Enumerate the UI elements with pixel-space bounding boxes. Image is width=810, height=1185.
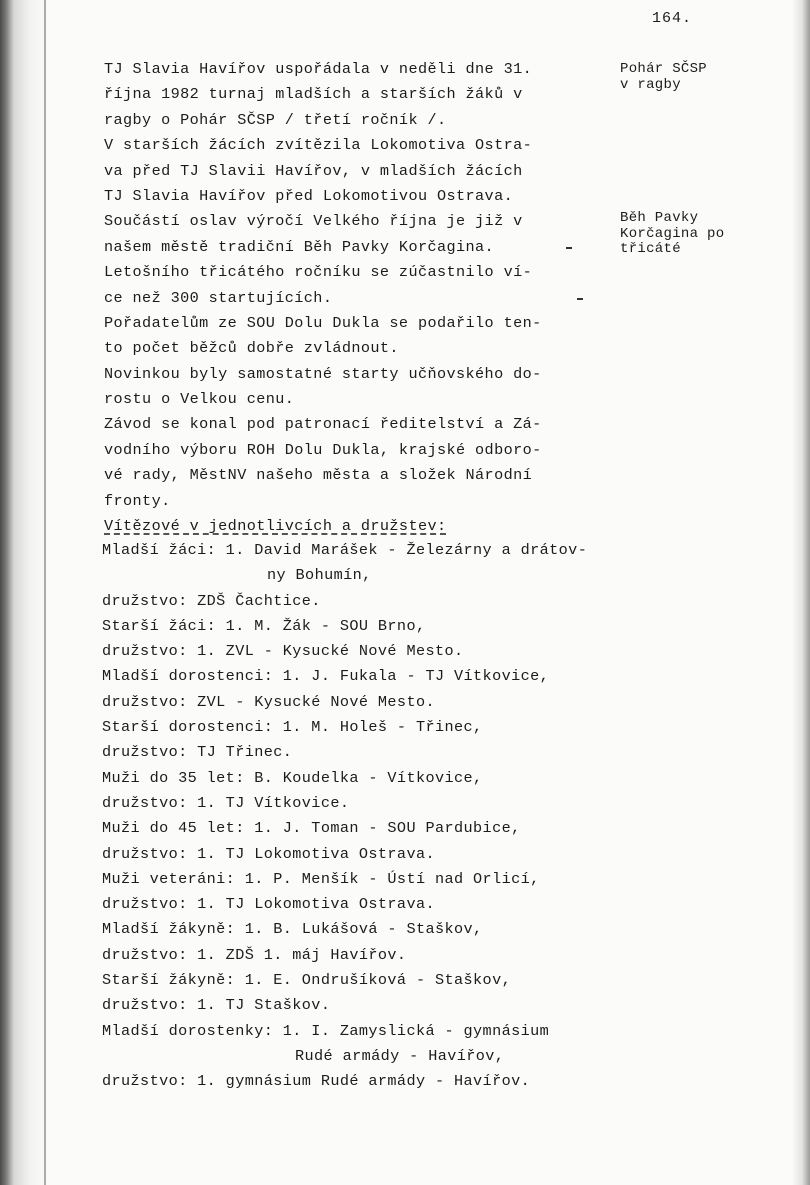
winner-line: družstvo: ZDŠ Čachtice. — [102, 591, 321, 610]
winner-line: ny Bohumín, — [267, 566, 372, 585]
winner-line: družstvo: ZVL - Kysucké Nové Mesto. — [102, 692, 435, 711]
winner-line: družstvo: 1. TJ Vítkovice. — [102, 793, 350, 812]
winner-line: Muži do 35 let: B. Koudelka - Vítkovice, — [102, 768, 483, 787]
paragraph-line: TJ Slavia Havířov před Lokomotivou Ostrava. — [104, 186, 514, 205]
winner-line: družstvo: 1. ZDŠ 1. máj Havířov. — [102, 945, 407, 964]
winner-line: družstvo: 1. gymnásium Rudé armády - Havířov. — [102, 1072, 531, 1091]
paragraph-line: vodního výboru ROH Dolu Dukla, krajské odboro- — [104, 440, 542, 459]
winner-line: družstvo: TJ Třinec. — [102, 743, 293, 762]
margin-note-run: Běh Pavky Korčagina po třicáté — [620, 210, 725, 257]
paragraph-line: Novinkou byly samostatné starty učňovského do- — [104, 364, 542, 383]
paragraph-line: vé rady, MěstNV našeho města a složek Národní — [104, 466, 533, 485]
paragraph-line: našem městě tradiční Běh Pavky Korčagina. — [104, 237, 495, 256]
paragraph-line: ragby o Pohár SČSP / třetí ročník /. — [104, 110, 447, 129]
winner-line: Muži do 45 let: 1. J. Toman - SOU Pardubice, — [102, 819, 521, 838]
paragraph-line: října 1982 turnaj mladších a starších žáků v — [104, 85, 523, 104]
paragraph-line: rostu o Velkou cenu. — [104, 390, 295, 409]
paragraph-line: fronty. — [104, 491, 171, 510]
winner-line: družstvo: 1. TJ Lokomotiva Ostrava. — [102, 895, 435, 914]
paragraph-line: TJ Slavia Havířov uspořádala v neděli dne 31. — [104, 60, 533, 78]
page-number: 164. — [652, 10, 693, 27]
winner-line: družstvo: 1. TJ Staškov. — [102, 996, 331, 1015]
winner-line: Mladší dorostenky: 1. I. Zamyslická - gymnásium — [102, 1021, 550, 1040]
winner-line: Muži veteráni: 1. P. Menšík - Ústí nad Orlicí, — [102, 869, 540, 888]
paragraph-line: Letošního třicátého ročníku se zúčastnilo ví- — [104, 263, 533, 282]
page-right-edge — [792, 0, 810, 1185]
winners-heading: Vítězové v jednotlivcích a družstev: — [104, 517, 447, 536]
paragraph-line: to počet běžců dobře zvládnout. — [104, 339, 399, 358]
paragraph-line: V starších žácích zvítězila Lokomotiva Ostra- — [104, 136, 533, 155]
stray-mark — [577, 298, 583, 300]
paragraph-line: Součástí oslav výročí Velkého října je již v — [104, 212, 523, 231]
paragraph-line: Závod se konal pod patronací ředitelství a Zá- — [104, 415, 542, 434]
paragraph-line: va před TJ Slavii Havířov, v mladších žácích — [104, 161, 523, 180]
margin-note-rugby: Pohár SČSP v ragby — [620, 61, 708, 93]
winner-line: Starší žáci: 1. M. Žák - SOU Brno, — [102, 616, 426, 635]
winner-line: Mladší žáci: 1. David Marášek - Železárny a drátov- — [102, 541, 588, 559]
binding-line — [44, 0, 46, 1185]
paragraph-line: ce než 300 startujících. — [104, 288, 333, 307]
winner-line: Mladší žákyně: 1. B. Lukášová - Staškov, — [102, 920, 483, 939]
winner-line: Mladší dorostenci: 1. J. Fukala - TJ Vítkovice, — [102, 667, 550, 686]
stray-mark — [566, 247, 572, 249]
winners-list — [102, 538, 662, 1095]
binding-edge — [0, 0, 48, 1185]
winner-line: družstvo: 1. ZVL - Kysucké Nové Mesto. — [102, 642, 464, 661]
paragraph-line: Pořadatelům ze SOU Dolu Dukla se podařilo ten- — [104, 313, 542, 332]
report-paragraph — [104, 57, 604, 539]
winner-line: Rudé armády - Havířov, — [295, 1046, 505, 1065]
winner-line: Starší žákyně: 1. E. Ondrušíková - Staškov, — [102, 971, 512, 990]
winner-line: družstvo: 1. TJ Lokomotiva Ostrava. — [102, 844, 435, 863]
winner-line: Starší dorostenci: 1. M. Holeš - Třinec, — [102, 718, 483, 737]
